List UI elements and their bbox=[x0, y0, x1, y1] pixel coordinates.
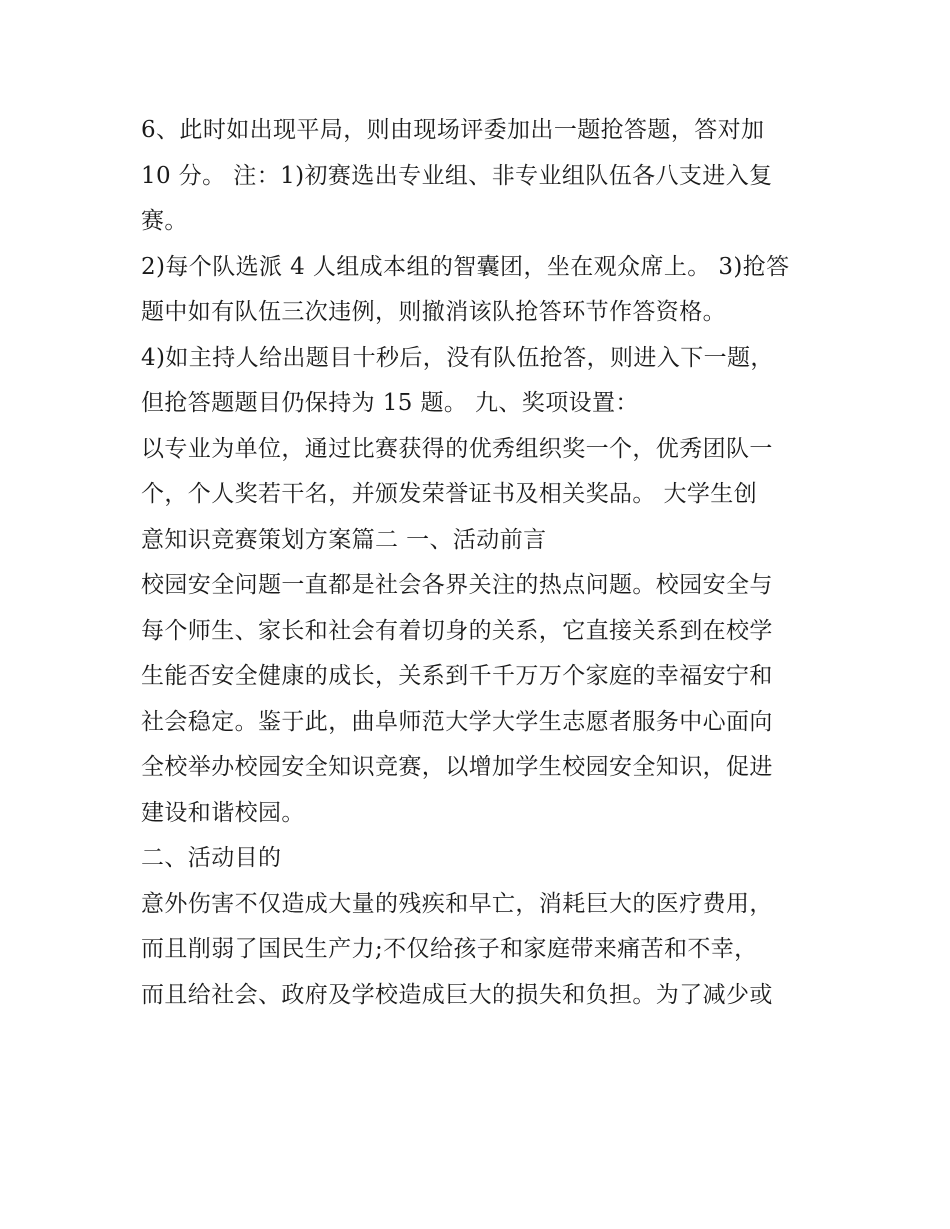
document-body bbox=[141, 108, 821, 1018]
text-line: 全校举办校园安全知识竞赛，以增加学生校园安全知识，促进 bbox=[141, 754, 773, 780]
text-line: 但抢答题题目仍保持为 15 题。 九、奖项设置： bbox=[141, 390, 639, 416]
text-line: 意知识竞赛策划方案篇二 一、活动前言 bbox=[141, 526, 547, 553]
text-line: 社会稳定。鉴于此，曲阜师范大学大学生志愿者服务中心面向 bbox=[141, 708, 773, 735]
text-line: 4)如主持人给出题目十秒后，没有队伍抢答，则进入下一题， bbox=[141, 344, 774, 371]
text-line: 建设和谐校园。 bbox=[141, 799, 305, 826]
text-line: 6、此时如出现平局，则由现场评委加出一题抢答题，答对加 bbox=[141, 117, 765, 143]
text-line: 10 分。 注：1)初赛选出专业组、非专业组队伍各八支进入复 bbox=[141, 162, 773, 189]
text-line: 而且给社会、政府及学校造成巨大的损失和负担。为了减少或 bbox=[141, 981, 773, 1008]
text-line: 校园安全问题一直都是社会各界关注的热点问题。校园安全与 bbox=[141, 572, 773, 598]
section-heading: 二、活动目的 bbox=[141, 845, 282, 871]
text-line: 以专业为单位，通过比赛获得的优秀组织奖一个，优秀团队一 bbox=[141, 435, 773, 462]
text-line: 生能否安全健康的成长，关系到千千万万个家庭的幸福安宁和 bbox=[141, 663, 773, 689]
text-line: 题中如有队伍三次违例，则撤消该队抢答环节作答资格。 bbox=[141, 299, 726, 325]
text-line: 2)每个队选派 4 人组成本组的智囊团，坐在观众席上。 3)抢答 bbox=[141, 253, 790, 280]
text-line: 每个师生、家长和社会有着切身的关系，它直接关系到在校学 bbox=[141, 617, 773, 644]
text-line: 而且削弱了国民生产力;不仅给孩子和家庭带来痛苦和不幸， bbox=[141, 936, 758, 962]
text-line: 意外伤害不仅造成大量的残疾和早亡，消耗巨大的医疗费用， bbox=[141, 890, 773, 917]
text-line: 个，个人奖若干名，并颁发荣誉证书及相关奖品。 大学生创 bbox=[141, 481, 758, 507]
text-line: 赛。 bbox=[141, 208, 188, 234]
